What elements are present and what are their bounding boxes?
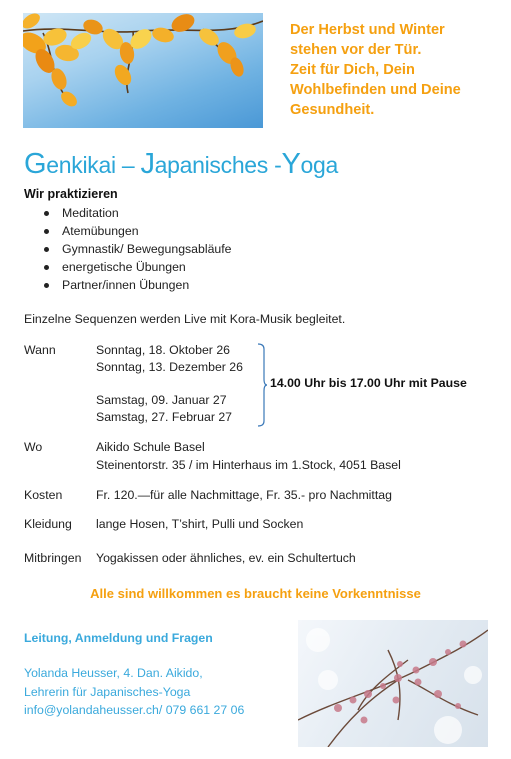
date-item: Samstag, 27. Februar 27 xyxy=(96,410,233,424)
list-item: Meditation xyxy=(44,204,232,222)
headline-line: Wohlbefinden und Deine xyxy=(290,82,461,98)
location-name: Aikido Schule Basel xyxy=(96,440,205,454)
contact-heading: Leitung, Anmeldung und Fragen xyxy=(24,631,213,645)
title-initial: J xyxy=(140,148,155,180)
date-item: Sonntag, 18. Oktober 26 xyxy=(96,343,230,357)
title-initial: Y xyxy=(281,148,301,180)
contact-block xyxy=(24,664,244,720)
bracket-icon xyxy=(257,343,267,427)
music-note: Einzelne Sequenzen werden Live mit Kora-Musik begleitet. xyxy=(24,312,346,326)
frosted-blossom-image xyxy=(298,620,488,747)
autumn-leaves-image xyxy=(23,13,263,128)
headline-line: Zeit für Dich, Dein xyxy=(290,62,415,78)
contact-name: Yolanda Heusser, 4. Dan. Aikido, xyxy=(24,666,203,680)
headline xyxy=(290,20,505,120)
location-address: Steinentorstr. 35 / im Hinterhaus im 1.Stock, 4051 Basel xyxy=(96,458,401,472)
date-item: Sonntag, 13. Dezember 26 xyxy=(96,360,243,374)
list-item: energetische Übungen xyxy=(44,258,232,276)
headline-line: Gesundheit. xyxy=(290,102,375,118)
contact-email-phone[interactable]: info@yolandaheusser.ch/ 079 661 27 06 xyxy=(24,703,245,717)
headline-line: stehen vor der Tür. xyxy=(290,42,422,58)
list-item: Atemübungen xyxy=(44,222,232,240)
time-range: 14.00 Uhr bis 17.00 Uhr mit Pause xyxy=(270,376,467,390)
practice-heading: Wir praktizieren xyxy=(24,187,118,201)
title-text: enkikai xyxy=(46,152,116,178)
headline-line: Der Herbst und Winter xyxy=(290,22,445,38)
title-text: oga xyxy=(300,152,338,178)
title-dash: - xyxy=(274,152,282,178)
wo-label: Wo xyxy=(24,440,43,454)
page-title xyxy=(24,148,338,181)
welcome-line: Alle sind willkommen es braucht keine Vorkenntnisse xyxy=(90,586,421,601)
title-text: apanisches xyxy=(154,152,275,178)
kosten-value: Fr. 120.—für alle Nachmittage, Fr. 35.- pro Nachmittag xyxy=(96,488,392,502)
kleidung-label: Kleidung xyxy=(24,517,72,531)
practice-list xyxy=(44,204,232,294)
title-dash: – xyxy=(115,152,141,178)
mitbringen-value: Yogakissen oder ähnliches, ev. ein Schultertuch xyxy=(96,551,356,565)
mitbringen-label: Mitbringen xyxy=(24,551,82,565)
date-item: Samstag, 09. Januar 27 xyxy=(96,393,227,407)
list-item: Partner/innen Übungen xyxy=(44,276,232,294)
kosten-label: Kosten xyxy=(24,488,63,502)
wann-label: Wann xyxy=(24,343,56,357)
kleidung-value: lange Hosen, T’shirt, Pulli und Socken xyxy=(96,517,304,531)
title-initial: G xyxy=(24,148,47,180)
list-item: Gymnastik/ Bewegungsabläufe xyxy=(44,240,232,258)
contact-role: Lehrerin für Japanisches-Yoga xyxy=(24,684,191,699)
